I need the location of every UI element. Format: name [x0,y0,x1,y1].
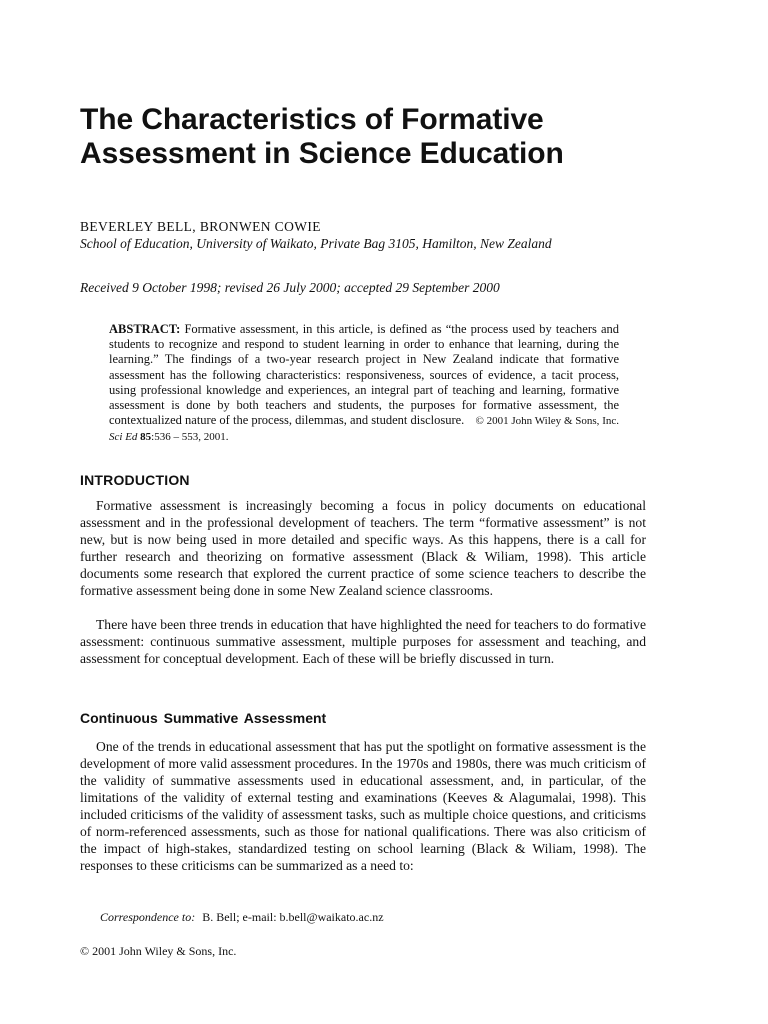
article-title: The Characteristics of Formative Assessment in Science Education [80,103,564,170]
abstract-copyright: © 2001 John Wiley & Sons, Inc. [475,415,619,428]
journal-pages: :536 – 553, 2001. [151,431,229,444]
correspondence-label: Correspondence to: [100,910,196,924]
author-affiliation: School of Education, University of Waikato, Private Bag 3105, Hamilton, New Zealand [80,236,552,251]
intro-paragraph-2: There have been three trends in education that have highlighted the need for teachers to do formative assessment: continuous summative assessment, multiple purposes for assessment and teaching, and assessment for conceptual development. Each of these will be briefly discussed in turn. [80,617,646,666]
page-copyright: © 2001 John Wiley & Sons, Inc. [80,944,237,958]
received-dates: Received 9 October 1998; revised 26 July 2000; accepted 29 September 2000 [80,280,500,295]
abstract-label: ABSTRACT: [109,322,181,336]
abstract [109,322,619,446]
subsection-heading-continuous-summative: Continuous Summative Assessment [80,710,327,726]
section-heading-introduction: INTRODUCTION [80,472,190,488]
continuous-paragraph-1: One of the trends in educational assessment that has put the spotlight on formative assessment is the development of more valid assessment procedures. In the 1970s and 1980s, there was much criticism of the validity of summative assessments used in educational assessment, and, in particular, of the limitations of the validity of external testing and examinations (Keeves & Alagumalai, 1998). This included criticisms of the validity of assessment tasks, such as multiple choice questions, and criticisms of norm-referenced assessments, such as those for national qualifications. There was also criticism of the impact of high-stakes, standardized testing on school learning (Black & Wiliam, 1998). The responses to these criticisms can be summarized as a need to: [80,739,646,873]
correspondence-text: B. Bell; e-mail: b.bell@waikato.ac.nz [202,910,384,924]
article-authors: BEVERLEY BELL, BRONWEN COWIE [80,219,321,234]
journal-name: Sci Ed [109,431,138,444]
abstract-text: Formative assessment, in this article, is defined as “the process used by teachers and students to recognize and respond to student learning in order to enhance that learning, during the learning.” The findings of a two-year research project in New Zealand indicate that formative assessment has the following characteristics: responsiveness, sources of evidence, a tacit process, using professional knowledge and experiences, an integral part of teaching and learning, formative assessment is done by both teachers and students, the purposes for formative assessment, the contextualized nature of the process, dilemmas, and student disclosure. [109,322,620,428]
correspondence-footnote [100,910,384,925]
journal-volume: 85 [140,431,152,444]
intro-paragraph-1: Formative assessment is increasingly becoming a focus in policy documents on educational assessment and in the professional development of teachers. The term “formative assessment” is not new, but is now being used in more detailed and specific ways. As this happens, there is a call for further research and theorizing on formative assessment (Black & Wiliam, 1998). This article documents some research that explored the current practice of some science teachers to describe the formative assessment being done in some New Zealand science classrooms. [80,498,646,598]
